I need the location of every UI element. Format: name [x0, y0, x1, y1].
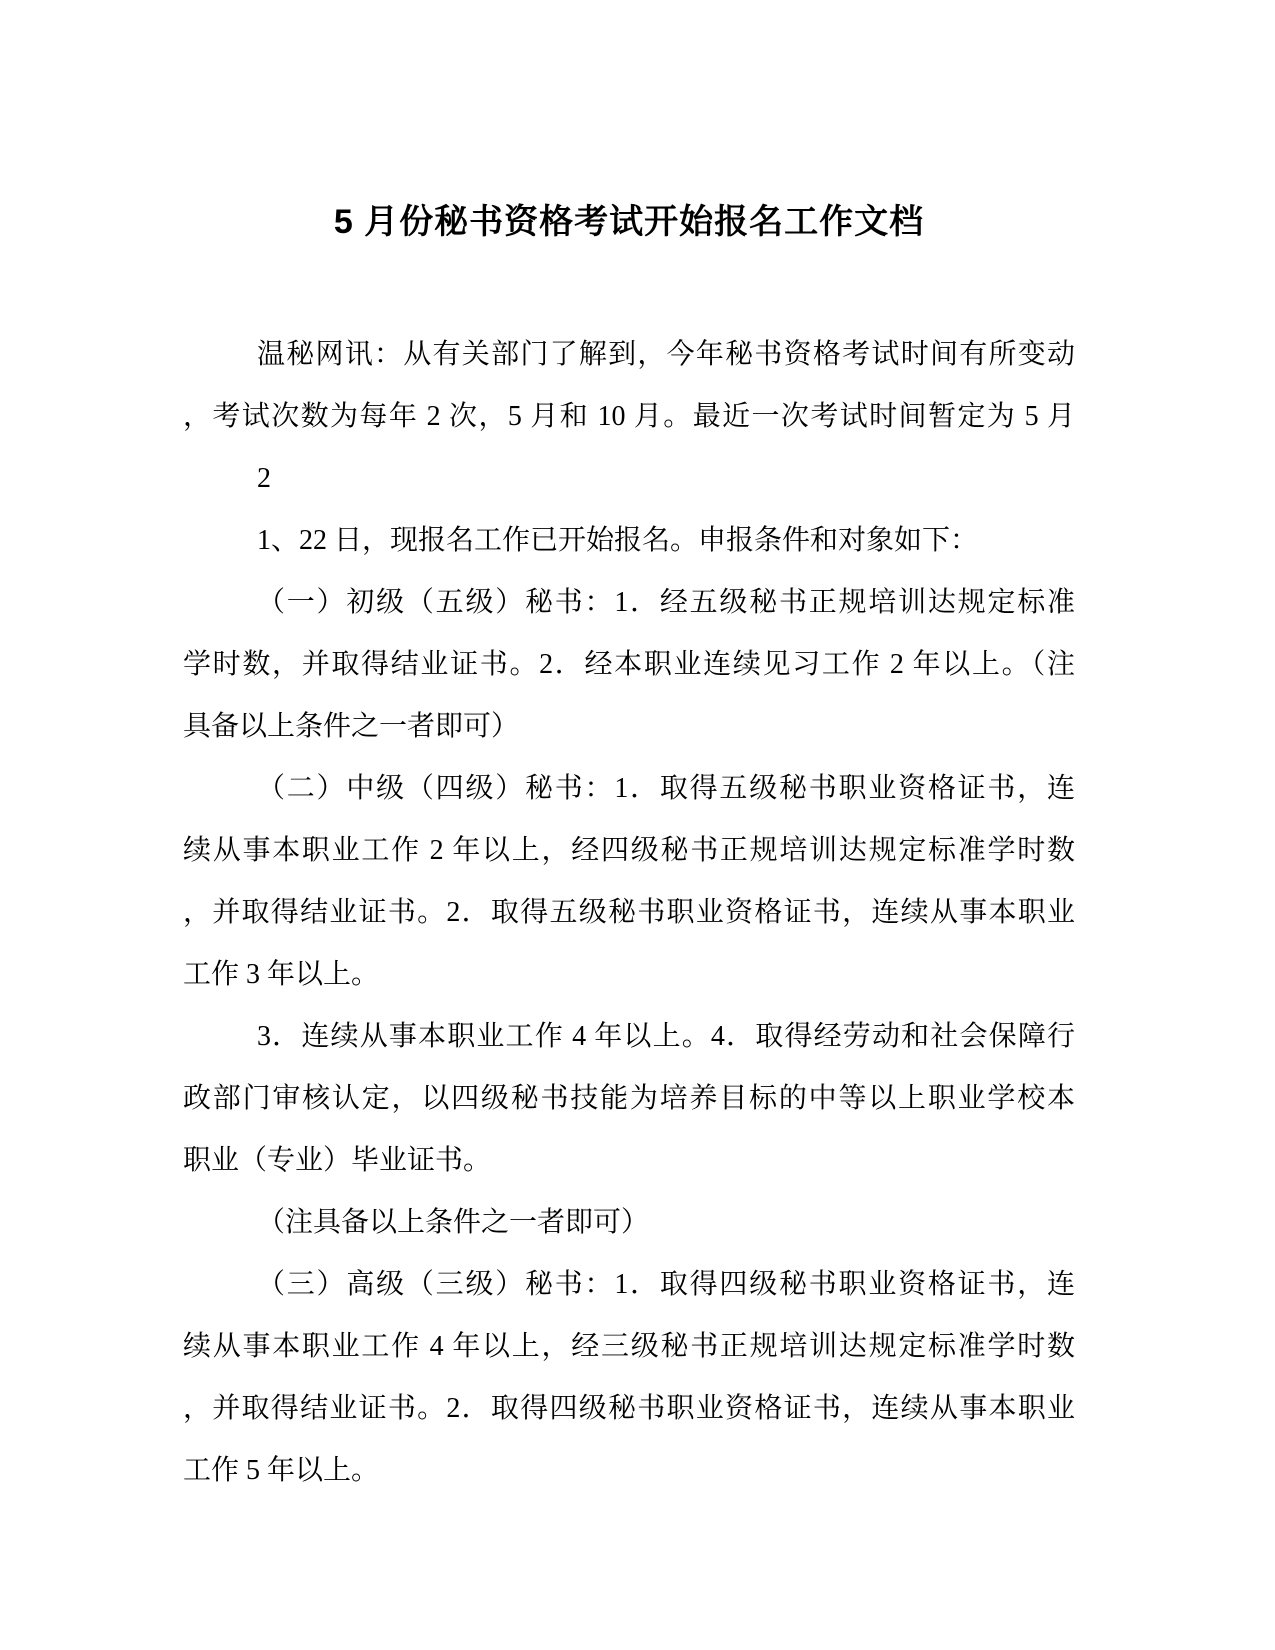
text-line: 具备以上条件之一者即可）: [183, 711, 520, 742]
text-line: 温秘网讯：从有关部门了解到，今年秘书资格考试时间有所变动: [257, 339, 1075, 370]
text-line: ，考试次数为每年 2 次，5 月和 10 月。最近一次考试时间暂定为 5 月: [183, 401, 1075, 432]
text-line: （一）初级（五级）秘书：1．经五级秘书正规培训达规定标准: [257, 587, 1075, 618]
text-line: （二）中级（四级）秘书：1．取得五级秘书职业资格证书，连: [257, 773, 1075, 804]
text-line: （三）高级（三级）秘书：1．取得四级秘书职业资格证书，连: [257, 1269, 1075, 1300]
text-line: 2: [257, 463, 271, 494]
text-line: 工作 5 年以上。: [183, 1455, 380, 1486]
text-line: 续从事本职业工作 2 年以上，经四级秘书正规培训达规定标准学时数: [183, 835, 1075, 866]
text-line: ，并取得结业证书。2．取得五级秘书职业资格证书，连续从事本职业: [183, 897, 1075, 928]
text-line: 续从事本职业工作 4 年以上，经三级秘书正规培训达规定标准学时数: [183, 1331, 1075, 1362]
text-line: 工作 3 年以上。: [183, 959, 380, 990]
text-line: （注具备以上条件之一者即可）: [257, 1207, 650, 1238]
document-body: [183, 324, 1075, 1502]
text-line: 政部门审核认定，以四级秘书技能为培养目标的中等以上职业学校本: [183, 1083, 1075, 1114]
text-line: 1、22 日，现报名工作已开始报名。申报条件和对象如下：: [257, 525, 979, 556]
text-line: 学时数，并取得结业证书。2．经本职业连续见习工作 2 年以上。（注: [183, 649, 1075, 680]
text-line: 3．连续从事本职业工作 4 年以上。4．取得经劳动和社会保障行: [257, 1021, 1075, 1052]
document-title: 5 月份秘书资格考试开始报名工作文档: [333, 203, 925, 241]
text-line: 职业（专业）毕业证书。: [183, 1145, 492, 1176]
text-line: ，并取得结业证书。2．取得四级秘书职业资格证书，连续从事本职业: [183, 1393, 1075, 1424]
